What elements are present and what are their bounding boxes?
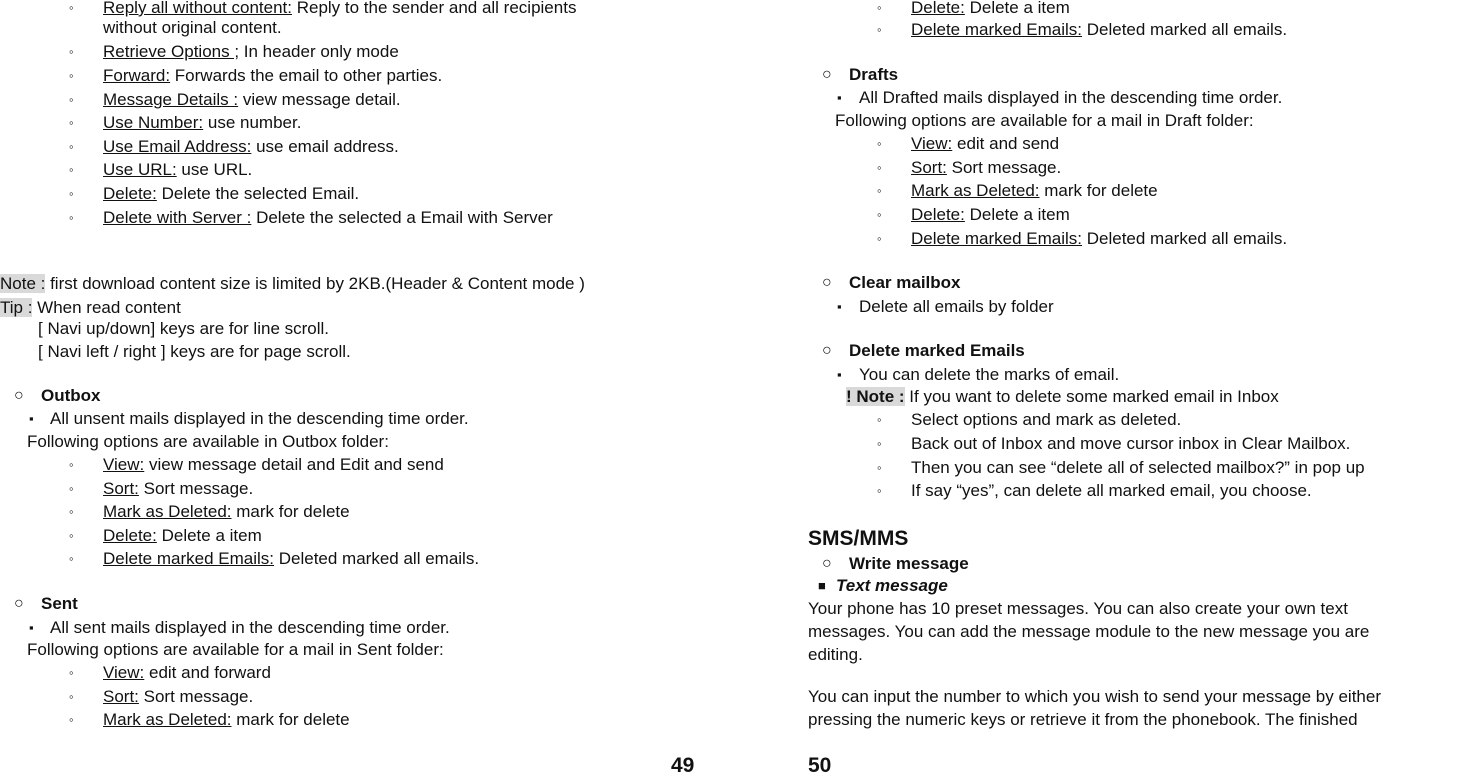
section-title-outbox: Outbox bbox=[41, 386, 101, 405]
sub-bullet: ◦ bbox=[69, 457, 74, 472]
option-link[interactable]: Retrieve Options ; bbox=[103, 42, 240, 61]
sub-bullet: ◦ bbox=[69, 665, 74, 680]
note-label: Note : bbox=[0, 274, 46, 293]
list-item: View: edit and forward bbox=[103, 663, 271, 682]
option-link[interactable]: View: bbox=[911, 134, 953, 153]
option-link[interactable]: Forward: bbox=[103, 66, 171, 85]
square-bullet-icon: ▪ bbox=[837, 90, 842, 105]
sub-bullet: ◦ bbox=[69, 481, 74, 496]
section-desc: Delete all emails by folder bbox=[859, 297, 1054, 316]
tip-detail: [ Navi up/down] keys are for line scroll. bbox=[38, 319, 330, 338]
list-item: Reply all without content: Reply to the sender and all recipients bbox=[103, 0, 577, 17]
sub-bullet: ◦ bbox=[877, 436, 882, 451]
section-title-delete-marked: Delete marked Emails bbox=[849, 341, 1025, 360]
sub-bullet: ◦ bbox=[69, 139, 74, 154]
list-item: Message Details : view message detail. bbox=[103, 90, 401, 109]
tip-detail: [ Navi left / right ] keys are for page scroll. bbox=[38, 342, 351, 361]
tip-label: Tip : bbox=[0, 298, 33, 317]
sub-bullet: ◦ bbox=[877, 160, 882, 175]
section-heading-sms-mms: SMS/MMS bbox=[808, 527, 909, 550]
section-bullet-icon: ○ bbox=[822, 555, 832, 572]
option-link[interactable]: Sort: bbox=[103, 479, 139, 498]
list-item: Delete: Delete a item bbox=[103, 526, 262, 545]
section-bullet-icon: ○ bbox=[822, 274, 832, 291]
sub-bullet: ◦ bbox=[877, 483, 882, 498]
section-desc: All sent mails displayed in the descending time order. bbox=[50, 618, 450, 637]
square-bullet-icon: ▪ bbox=[29, 620, 34, 635]
option-link[interactable]: Mark as Deleted: bbox=[103, 502, 232, 521]
sub-bullet: ◦ bbox=[69, 186, 74, 201]
section-intro: Following options are available for a mail in Sent folder: bbox=[27, 640, 444, 659]
list-item: Delete: Delete the selected Email. bbox=[103, 184, 360, 203]
page-number: 49 bbox=[671, 754, 695, 777]
list-item: Delete: Delete a item bbox=[911, 0, 1070, 17]
list-item: If say “yes”, can delete all marked email, you choose. bbox=[911, 481, 1312, 500]
section-desc: All unsent mails displayed in the descending time order. bbox=[50, 409, 469, 428]
option-link[interactable]: Delete marked Emails: bbox=[911, 229, 1083, 248]
list-item: View: edit and send bbox=[911, 134, 1060, 153]
option-link[interactable]: Mark as Deleted: bbox=[911, 181, 1040, 200]
option-link[interactable]: Sort: bbox=[103, 687, 139, 706]
option-link[interactable]: Delete: bbox=[103, 526, 157, 545]
list-item: Back out of Inbox and move cursor inbox in Clear Mailbox. bbox=[911, 434, 1351, 453]
option-link[interactable]: Delete marked Emails: bbox=[103, 549, 275, 568]
option-link[interactable]: Use Email Address: bbox=[103, 137, 252, 156]
sub-bullet: ◦ bbox=[69, 689, 74, 704]
paragraph-line: You can input the number to which you wish to send your message by either bbox=[808, 687, 1381, 706]
list-item: Sort: Sort message. bbox=[103, 479, 254, 498]
sub-bullet: ◦ bbox=[69, 210, 74, 225]
note-line: Note : first download content size is limited by 2KB.(Header & Content mode ) bbox=[0, 274, 585, 293]
list-item: Delete marked Emails: Deleted marked all emails. bbox=[911, 229, 1288, 248]
section-title-sent: Sent bbox=[41, 594, 78, 613]
section-title-write-message: Write message bbox=[849, 554, 969, 573]
section-title-clear-mailbox: Clear mailbox bbox=[849, 273, 961, 292]
sub-bullet: ◦ bbox=[69, 115, 74, 130]
section-intro: Following options are available in Outbox folder: bbox=[27, 432, 389, 451]
list-item: Delete: Delete a item bbox=[911, 205, 1070, 224]
option-link[interactable]: Reply all without content: bbox=[103, 0, 292, 17]
option-link[interactable]: Delete with Server : bbox=[103, 208, 252, 227]
page-number: 50 bbox=[808, 754, 832, 777]
sub-bullet: ◦ bbox=[69, 44, 74, 59]
sub-bullet: ◦ bbox=[69, 504, 74, 519]
black-square-icon: ■ bbox=[818, 578, 826, 593]
list-item: Sort: Sort message. bbox=[103, 687, 254, 706]
sub-bullet: ◦ bbox=[877, 460, 882, 475]
sub-bullet: ◦ bbox=[69, 528, 74, 543]
list-item: Delete with Server : Delete the selected a Email with Server bbox=[103, 208, 553, 227]
list-item: Mark as Deleted: mark for delete bbox=[103, 710, 350, 729]
section-bullet-icon: ○ bbox=[822, 66, 832, 83]
paragraph-line: messages. You can add the message module to the new message you are bbox=[808, 622, 1370, 641]
list-item: Use URL: use URL. bbox=[103, 160, 253, 179]
option-link[interactable]: Delete: bbox=[911, 205, 965, 224]
option-link[interactable]: Delete: bbox=[103, 184, 157, 203]
section-intro: Following options are available for a mail in Draft folder: bbox=[835, 111, 1254, 130]
sub-bullet: ◦ bbox=[69, 712, 74, 727]
option-link[interactable]: View: bbox=[103, 455, 145, 474]
square-bullet-icon: ▪ bbox=[837, 367, 842, 382]
sub-bullet: ◦ bbox=[877, 412, 882, 427]
list-item: Use Email Address: use email address. bbox=[103, 137, 399, 156]
list-item: Select options and mark as deleted. bbox=[911, 410, 1182, 429]
square-bullet-icon: ▪ bbox=[837, 299, 842, 314]
section-desc: All Drafted mails displayed in the descending time order. bbox=[859, 88, 1283, 107]
option-link[interactable]: Delete: bbox=[911, 0, 965, 17]
sub-bullet: ◦ bbox=[877, 183, 882, 198]
sub-bullet: ◦ bbox=[69, 162, 74, 177]
sub-bullet: ◦ bbox=[877, 136, 882, 151]
list-item: View: view message detail and Edit and send bbox=[103, 455, 444, 474]
list-item: Mark as Deleted: mark for delete bbox=[103, 502, 350, 521]
square-bullet-icon: ▪ bbox=[29, 411, 34, 426]
option-link[interactable]: Message Details : bbox=[103, 90, 239, 109]
note-line: ! Note : If you want to delete some marked email in Inbox bbox=[846, 387, 1279, 406]
list-item: Delete marked Emails: Deleted marked all emails. bbox=[103, 549, 480, 568]
section-bullet-icon: ○ bbox=[14, 595, 24, 612]
paragraph-line: editing. bbox=[808, 645, 863, 664]
list-item: Use Number: use number. bbox=[103, 113, 302, 132]
list-item: Sort: Sort message. bbox=[911, 158, 1062, 177]
list-item: Then you can see “delete all of selected mailbox?” in pop up bbox=[911, 458, 1365, 477]
sub-bullet: ◦ bbox=[877, 0, 882, 15]
subsection-title-text-message: Text message bbox=[836, 576, 948, 595]
paragraph-line: pressing the numeric keys or retrieve it from the phonebook. The finished bbox=[808, 710, 1358, 729]
list-item-continuation: without original content. bbox=[103, 18, 282, 37]
section-bullet-icon: ○ bbox=[14, 387, 24, 404]
sub-bullet: ◦ bbox=[69, 68, 74, 83]
sub-bullet: ◦ bbox=[69, 92, 74, 107]
sub-bullet: ◦ bbox=[69, 0, 74, 15]
list-item: Forward: Forwards the email to other parties. bbox=[103, 66, 443, 85]
section-desc: You can delete the marks of email. bbox=[859, 365, 1120, 384]
list-item: Delete marked Emails: Deleted marked all emails. bbox=[911, 20, 1288, 39]
option-link[interactable]: Sort: bbox=[911, 158, 947, 177]
list-item: Mark as Deleted: mark for delete bbox=[911, 181, 1158, 200]
paragraph-line: Your phone has 10 preset messages. You can also create your own text bbox=[808, 599, 1348, 618]
sub-bullet: ◦ bbox=[877, 207, 882, 222]
sub-bullet: ◦ bbox=[877, 231, 882, 246]
note-label: ! Note : bbox=[846, 387, 905, 406]
option-link[interactable]: Use URL: bbox=[103, 160, 177, 179]
option-link[interactable]: Use Number: bbox=[103, 113, 204, 132]
sub-bullet: ◦ bbox=[69, 551, 74, 566]
tip-line: Tip : When read content bbox=[0, 298, 181, 317]
option-link[interactable]: View: bbox=[103, 663, 145, 682]
section-bullet-icon: ○ bbox=[822, 342, 832, 359]
option-link[interactable]: Delete marked Emails: bbox=[911, 20, 1083, 39]
sub-bullet: ◦ bbox=[877, 22, 882, 37]
option-link[interactable]: Mark as Deleted: bbox=[103, 710, 232, 729]
section-title-drafts: Drafts bbox=[849, 65, 899, 84]
list-item: Retrieve Options ; In header only mode bbox=[103, 42, 399, 61]
